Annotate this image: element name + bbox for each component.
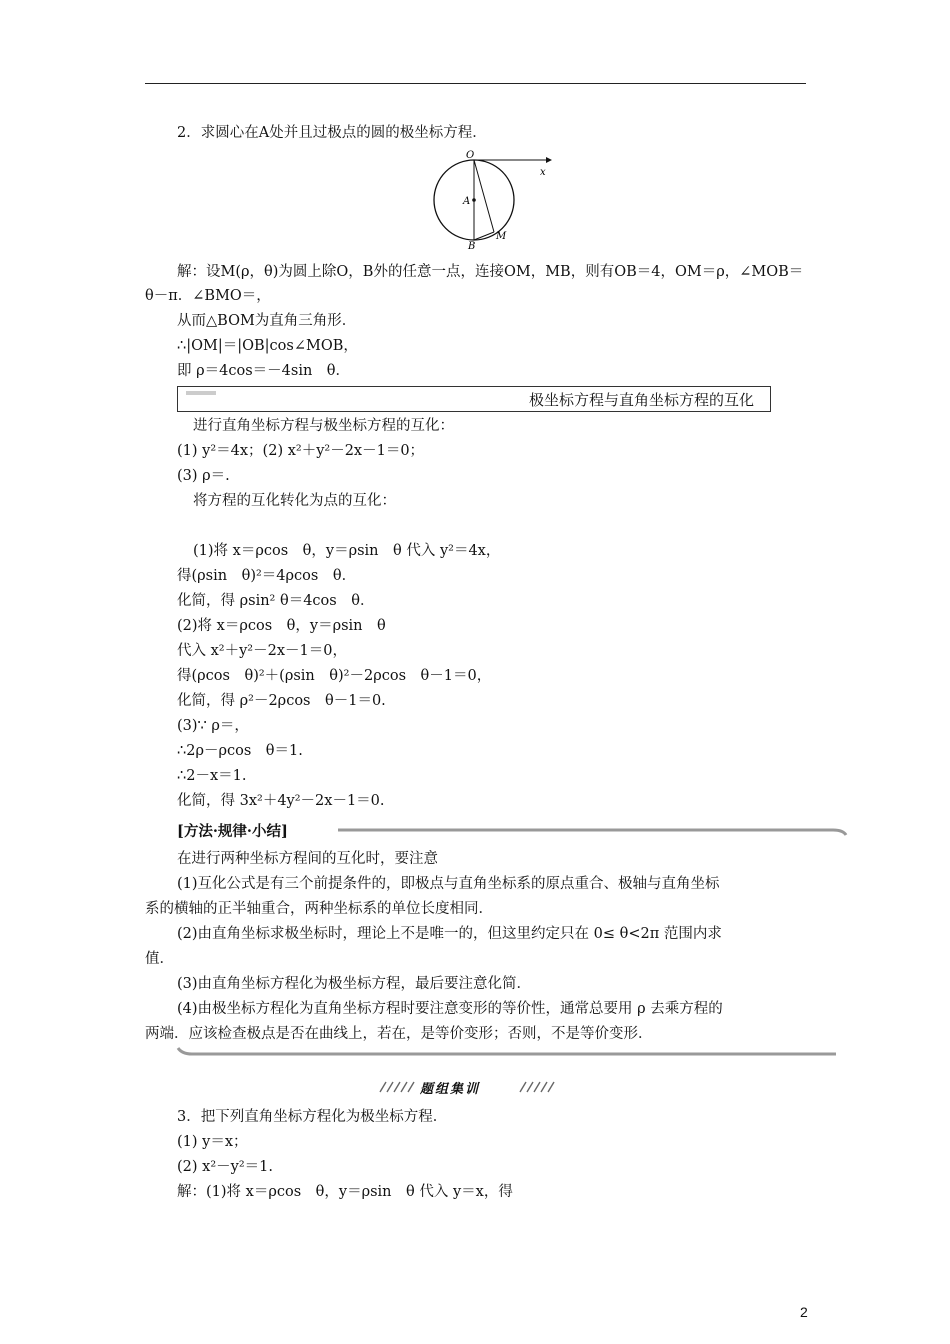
sol2-line2: θ－π．∠BMO＝， bbox=[145, 288, 271, 304]
method-intro: 在进行两种坐标方程间的互化时，要注意 bbox=[177, 851, 438, 867]
ex1-items-1-2: (1) y²＝4x；(2) x²＋y²－2x－1＝0； bbox=[177, 443, 425, 459]
ex1-step: 得(ρsin θ)²＝4ρcos θ． bbox=[177, 568, 357, 584]
ex1-step: (2)将 x＝ρcos θ，y＝ρsin θ bbox=[177, 618, 386, 634]
page-number: 2 bbox=[800, 1304, 808, 1320]
ex1-item-3: (3) ρ＝. bbox=[177, 468, 230, 484]
ex1-step: (1)将 x＝ρcos θ，y＝ρsin θ 代入 y²＝4x， bbox=[193, 543, 501, 559]
method-bottom-rule bbox=[176, 1046, 846, 1060]
sol2-line4: ∴|OM|＝|OB|cos∠MOB， bbox=[177, 338, 358, 354]
ex1-prompt: 进行直角坐标方程与极坐标方程的互化： bbox=[193, 418, 454, 434]
problem3-solution: 解：(1)将 x＝ρcos θ，y＝ρsin θ 代入 y＝x，得 bbox=[177, 1184, 513, 1200]
method-heading: [方法·规律·小结] bbox=[177, 823, 288, 840]
axis-arrow bbox=[546, 157, 552, 163]
sol2-line1: 解：设M(ρ，θ)为圆上除O，B外的任意一点，连接OM，MB，则有OB＝4，OM＝ρ，∠MOB＝ bbox=[177, 264, 804, 280]
method-p2: (2)由直角坐标求极坐标时，理论上不是唯一的，但这里约定只在 0≤ θ<2π 范围内求 bbox=[177, 926, 722, 942]
banner-hatch-left bbox=[378, 1080, 418, 1094]
method-p3: (3)由直角坐标方程化为极坐标方程，最后要注意化简． bbox=[177, 976, 532, 992]
problem2-question: 2．求圆心在A处并且过极点的圆的极坐标方程． bbox=[177, 125, 487, 141]
section-title-box bbox=[177, 386, 771, 412]
group-banner-title: 题组集训 bbox=[420, 1082, 481, 1097]
banner-hatch-right bbox=[518, 1080, 558, 1094]
ex1-step: ∴2－x＝1. bbox=[177, 768, 247, 784]
ex1-step: 代入 x²＋y²－2x－1＝0， bbox=[177, 643, 347, 659]
problem3-question: 3．把下列直角坐标方程化为极坐标方程． bbox=[177, 1109, 448, 1125]
method-p4-cont: 两端．应该检查极点是否在曲线上，若在，是等价变形；否则，不是等价变形． bbox=[145, 1026, 653, 1042]
label-x: x bbox=[540, 167, 546, 178]
ex1-hint: 将方程的互化转化为点的互化： bbox=[193, 493, 396, 509]
label-B: B bbox=[468, 241, 476, 250]
problem3-item-2: (2) x²－y²＝1. bbox=[177, 1159, 273, 1175]
label-M: M bbox=[496, 231, 507, 242]
ex1-step: ∴2ρ－ρcos θ＝1. bbox=[177, 743, 303, 759]
method-p1-cont: 系的横轴的正半轴重合，两种坐标系的单位长度相同． bbox=[145, 901, 493, 917]
ex1-step: 得(ρcos θ)²＋(ρsin θ)²－2ρcos θ－1＝0， bbox=[177, 668, 492, 684]
method-p2-cont: 值． bbox=[145, 951, 174, 967]
method-p1: (1)互化公式是有三个前提条件的，即极点与直角坐标系的原点重合、极轴与直角坐标 bbox=[177, 876, 720, 892]
section-title: 极坐标方程与直角坐标方程的互化 bbox=[528, 391, 754, 409]
label-A: A bbox=[463, 196, 471, 207]
center-point bbox=[472, 198, 476, 202]
ex1-step: (3)∵ ρ＝， bbox=[177, 718, 249, 734]
label-O: O bbox=[466, 150, 475, 161]
ex1-step: 化简，得 ρsin² θ＝4cos θ． bbox=[177, 593, 375, 609]
chord-OM bbox=[474, 160, 494, 232]
problem3-item-1: (1) y＝x； bbox=[177, 1134, 248, 1150]
ex1-step: 化简，得 3x²＋4y²－2x－1＝0. bbox=[177, 793, 385, 809]
sol2-line3: 从而△BOM为直角三角形． bbox=[177, 313, 357, 329]
method-top-rule bbox=[338, 824, 848, 836]
sol2-line5: 即 ρ＝4cos＝－4sin θ． bbox=[177, 363, 351, 379]
circle-figure bbox=[430, 150, 560, 250]
method-p4: (4)由极坐标方程化为直角坐标方程时要注意变形的等价性，通常总要用 ρ 去乘方程的 bbox=[177, 1001, 723, 1017]
ex1-step: 化简，得 ρ²－2ρcos θ－1＝0. bbox=[177, 693, 386, 709]
section-tag-decoration bbox=[186, 391, 216, 395]
header-rule bbox=[145, 83, 806, 84]
